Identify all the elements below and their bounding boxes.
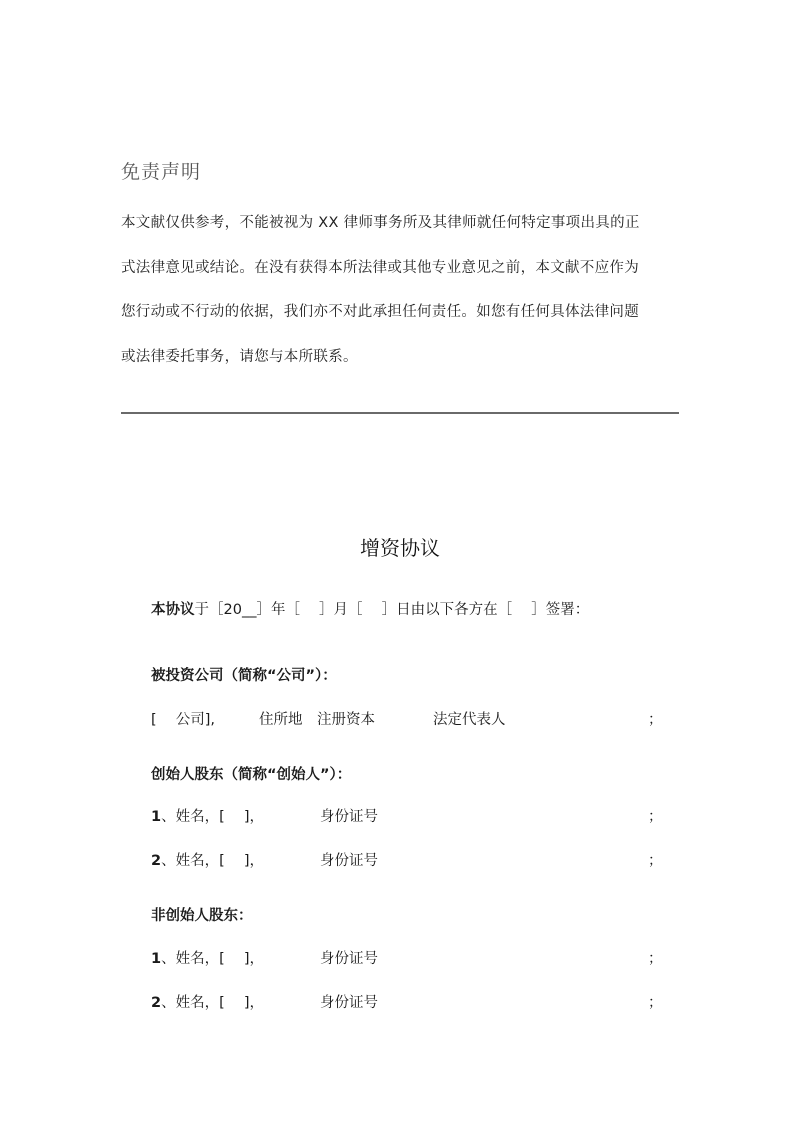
company-line-end: ； <box>648 712 663 728</box>
non-founder-id-label: 身份证号 <box>320 951 378 967</box>
founder-item <box>151 849 264 870</box>
non-founder-id-label: 身份证号 <box>320 995 378 1011</box>
founder-item-text: 、姓名，[ ]， <box>161 853 265 869</box>
founder-id-label: 身份证号 <box>320 809 378 825</box>
disclaimer-title: 免责声明 <box>121 161 202 183</box>
founder-item <box>151 805 264 826</box>
non-founder-item-num: 2 <box>151 995 162 1011</box>
non-founder-line-end: ； <box>648 995 663 1011</box>
non-founder-line-end: ； <box>648 951 663 967</box>
non-founder-item-num: 1 <box>151 951 162 967</box>
founder-item-num: 1 <box>151 809 162 825</box>
company-residence-label: 住所地 <box>259 712 303 728</box>
founder-line-end: ； <box>648 853 663 869</box>
intro-rest: 于［20__］年［ ］月［ ］日由以下各方在［ ］签署： <box>194 602 590 618</box>
company-heading: 被投资公司（简称“公司”）： <box>151 668 337 684</box>
non-founder-item <box>151 991 264 1012</box>
founders-heading: 创始人股东（简称“创始人”）： <box>151 767 352 783</box>
founder-line-end: ； <box>648 809 663 825</box>
company-bracket: [ 公司], <box>151 712 216 728</box>
disclaimer-line-2: 式法律意见或结论。在没有获得本所法律或其他专业意见之前，本文献不应作为 <box>121 260 639 276</box>
section-divider <box>121 412 679 414</box>
disclaimer-line-4: 或法律委托事务，请您与本所联系。 <box>121 349 358 365</box>
non-founder-item <box>151 947 264 968</box>
company-legal-rep-label: 法定代表人 <box>433 712 506 728</box>
non-founder-item-text: 、姓名，[ ]， <box>161 995 265 1011</box>
intro-bold: 本协议 <box>151 602 195 618</box>
company-capital-label: 注册资本 <box>317 712 375 728</box>
founder-item-text: 、姓名，[ ]， <box>161 809 265 825</box>
agreement-intro <box>151 598 589 619</box>
disclaimer-line-3: 您行动或不行动的依据，我们亦不对此承担任何责任。如您有任何具体法律问题 <box>121 304 639 320</box>
founder-item-num: 2 <box>151 853 162 869</box>
disclaimer-line-1: 本文献仅供参考，不能被视为 XX 律师事务所及其律师就任何特定事项出具的正 <box>121 215 640 231</box>
non-founders-heading: 非创始人股东： <box>151 908 253 924</box>
founder-id-label: 身份证号 <box>320 853 378 869</box>
non-founder-item-text: 、姓名，[ ]， <box>161 951 265 967</box>
agreement-title: 增资协议 <box>360 536 440 560</box>
